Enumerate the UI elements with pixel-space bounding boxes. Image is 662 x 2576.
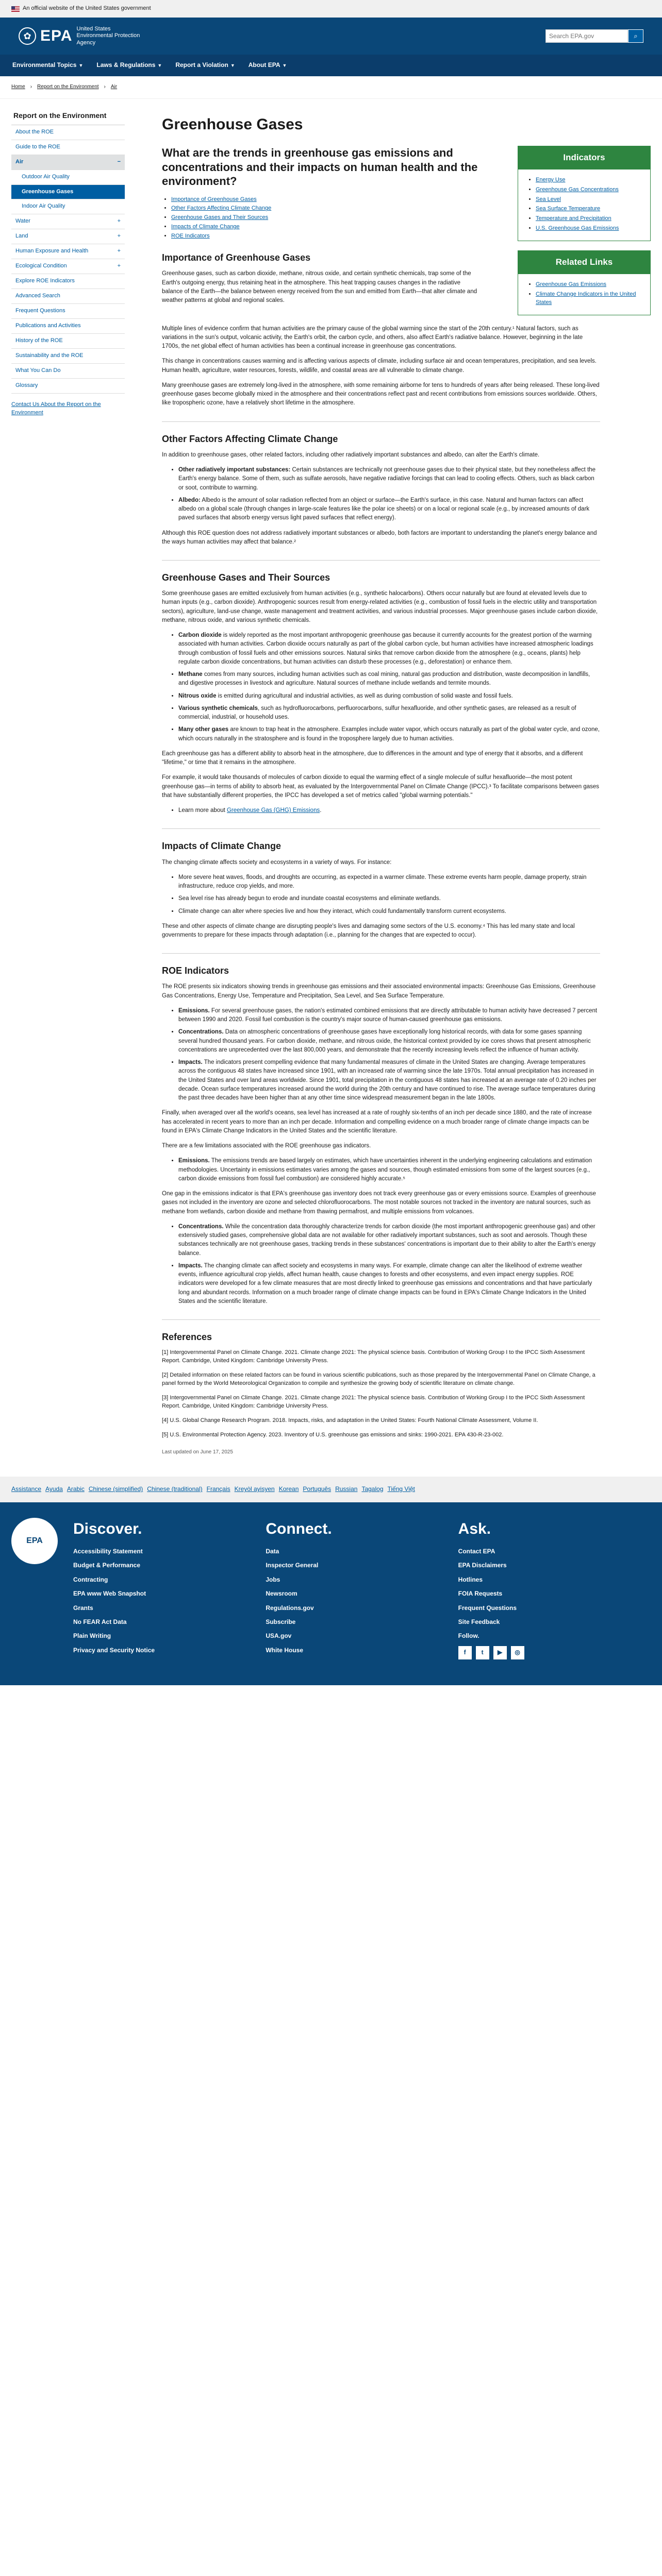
toc-link[interactable]: Other Factors Affecting Climate Change bbox=[171, 205, 272, 212]
sidebar-item-advanced-search[interactable]: Advanced Search bbox=[11, 289, 125, 304]
footer-link[interactable]: No FEAR Act Data bbox=[73, 1618, 127, 1626]
sidebar-item-water[interactable]: Water + bbox=[11, 214, 125, 229]
language-link[interactable]: Korean bbox=[278, 1485, 299, 1493]
toc-link[interactable]: Impacts of Climate Change bbox=[171, 224, 240, 230]
sidebar bbox=[11, 99, 125, 1477]
expand-icon: + bbox=[117, 218, 121, 225]
paragraph: Although this ROE question does not address radiatively important substances or albedo, both factors are important to understanding the planet's energy balance and the ways human activities may affect that balance.² bbox=[162, 530, 597, 545]
references-list bbox=[162, 1349, 600, 1439]
chevron-down-icon: ▼ bbox=[157, 63, 162, 69]
twitter-icon[interactable]: t bbox=[476, 1646, 489, 1659]
sidebar-item-greenhouse-gases[interactable]: Greenhouse Gases bbox=[11, 185, 125, 200]
footer-heading: Discover. bbox=[73, 1520, 142, 1537]
search-icon: ⌕ bbox=[634, 32, 638, 40]
other-factors-list bbox=[162, 466, 600, 523]
sidebar-item-guide-to-the-roe[interactable]: Guide to the ROE bbox=[11, 140, 125, 155]
expand-icon: + bbox=[117, 248, 121, 255]
language-bar bbox=[0, 1477, 662, 1502]
footer-link[interactable]: Budget & Performance bbox=[73, 1562, 141, 1569]
section-heading: ROE Indicators bbox=[162, 965, 229, 976]
language-link[interactable]: Tiếng Việt bbox=[387, 1485, 415, 1493]
contact-link[interactable]: Contact Us About the Report on the Environment bbox=[11, 401, 101, 416]
sidebar-item-indoor-air-quality[interactable]: Indoor Air Quality bbox=[11, 199, 125, 214]
paragraph: These and other aspects of climate change are disrupting people's lives and damaging some sectors of the U.S. economy.⁴ This has led many state and local governments to prepare for these impacts through adaptation (i.e., planning for the changes that are expected to occur). bbox=[162, 923, 575, 938]
sidebar-item-what-you-can-do[interactable]: What You Can Do bbox=[11, 364, 125, 379]
footer-connect bbox=[266, 1518, 458, 1665]
reference-item: [5] U.S. Environmental Protection Agency. 2023. Inventory of U.S. greenhouse gas emissions and sinks: 1990-2021. EPA 430-R-23-002. bbox=[162, 1431, 504, 1438]
list-item: • Emissions. For several greenhouse gases, the nation's estimated combined emissions that are directly attributable to human activity have decreased 7 percent between 1990 and 2020. Fossil fuel combustion is the country's major source of human-caused greenhouse gas emissions. bbox=[178, 1007, 600, 1025]
nav-environmental-topics[interactable]: Environmental Topics ▼ bbox=[12, 61, 84, 69]
footer-heading: Connect. bbox=[266, 1520, 332, 1537]
sidebar-item-outdoor-air-quality[interactable]: Outdoor Air Quality bbox=[11, 170, 125, 185]
page-question: What are the trends in greenhouse gas emissions and concentrations and their impacts on human health and the environment? bbox=[162, 146, 478, 188]
section-heading: Impacts of Climate Change bbox=[162, 841, 282, 852]
sidebar-item-history-of-the-roe[interactable]: History of the ROE bbox=[11, 334, 125, 349]
sidebar-item-air[interactable]: Air − bbox=[11, 155, 125, 170]
paragraph: The ROE presents six indicators showing trends in greenhouse gas emissions and their associated environmental impacts: Greenhouse Gas Emissions, Greenhouse Gas Concentrations, Energy Use, Temperature and Precipitation, Sea Level, and Sea Surface Temperature. bbox=[162, 984, 596, 999]
section-heading: References bbox=[162, 1332, 212, 1343]
language-link[interactable]: Assistance bbox=[11, 1485, 42, 1493]
collapse-icon: − bbox=[117, 158, 121, 165]
footer-discover bbox=[73, 1518, 266, 1665]
chevron-down-icon: ▼ bbox=[230, 63, 235, 69]
language-link[interactable]: Tagalog bbox=[361, 1485, 384, 1493]
paragraph: Some greenhouse gases are emitted exclusively from human activities (e.g., synthetic halocarbons). Others occur naturally but are found at elevated levels due to human inputs (e.g., carbon dioxide). Anthropogenic sources result from energy-related activities (e.g., combustion of fossil fuels in the electric utility and transportation sectors), agriculture, land-use change, waste management and treatment activities, and various industrial processes. Major greenhouse gases include carbon dioxide, methane, nitrous oxide, and various synthetic chemicals. bbox=[162, 590, 598, 623]
follow-label: Follow. bbox=[458, 1632, 479, 1640]
related-link[interactable]: Greenhouse Gas Emissions bbox=[536, 281, 606, 287]
footer-link[interactable]: Accessibility Statement bbox=[73, 1548, 143, 1555]
related-links-box bbox=[518, 250, 651, 315]
sidebar-item-publications-and-activities[interactable]: Publications and Activities bbox=[11, 319, 125, 334]
logo-text: EPA bbox=[40, 27, 73, 45]
breadcrumb-home[interactable]: Home bbox=[11, 84, 25, 90]
search-button[interactable] bbox=[628, 29, 643, 43]
indicator-link[interactable]: Greenhouse Gas Concentrations bbox=[536, 186, 619, 193]
paragraph: There are a few limitations associated with the ROE greenhouse gas indicators. bbox=[162, 1143, 371, 1149]
footer-link[interactable]: Inspector General bbox=[266, 1562, 319, 1569]
toc-link[interactable]: ROE Indicators bbox=[171, 233, 210, 240]
paragraph: The changing climate affects society and ecosystems in a variety of ways. For instance: bbox=[162, 859, 392, 866]
footer-link[interactable]: USA.gov bbox=[266, 1632, 292, 1640]
sidebar-title: Report on the Environment bbox=[11, 108, 125, 125]
sidebar-item-about-the-roe[interactable]: About the ROE bbox=[11, 125, 125, 140]
table-of-contents bbox=[162, 196, 482, 241]
box-title: Related Links bbox=[518, 251, 650, 274]
chevron-down-icon: ▼ bbox=[282, 63, 287, 69]
us-flag-icon bbox=[11, 6, 20, 12]
reference-item: [2] Detailed information on these related factors can be found in various scientific publications, such as those prepared by the Intergovernmental Panel on Climate Change, a panel formed by the World Meteorological Organization to compile and synthesize the growing body of scientific literature on climate change. bbox=[162, 1372, 595, 1386]
toc-link[interactable]: Importance of Greenhouse Gases bbox=[171, 196, 257, 202]
search-input[interactable] bbox=[545, 29, 628, 43]
section-heading: Importance of Greenhouse Gases bbox=[162, 252, 311, 263]
gov-banner bbox=[0, 0, 662, 18]
reference-item: [3] Intergovernmental Panel on Climate Change. 2021. Climate change 2021: The physical science basis. Contribution of Working Group I to the IPCC Sixth Assessment Report. Cambridge, United Kingdom: Cambridge University Press. bbox=[162, 1394, 585, 1409]
list-item: • Nitrous oxide is emitted during agricultural and industrial activities, as well as during combustion of solid waste and fossil fuels. bbox=[178, 692, 600, 701]
related-link[interactable]: Climate Change Indicators in the United States bbox=[536, 291, 636, 306]
toc-link[interactable]: Greenhouse Gases and Their Sources bbox=[171, 214, 269, 221]
footer-ask bbox=[458, 1518, 651, 1665]
footer-link[interactable]: Site Feedback bbox=[458, 1618, 500, 1626]
list-item: • Various synthetic chemicals, such as hydrofluorocarbons, perfluorocarbons, sulfur hexafluoride, and other synthetic gases, are released as a result of commercial, industrial, or household uses. bbox=[178, 704, 600, 722]
site-header bbox=[0, 18, 662, 55]
footer-link[interactable]: Grants bbox=[73, 1604, 93, 1612]
list-item: • Many other gases are known to trap heat in the atmosphere. Examples include water vapor, which occurs naturally as part of the global water cycle, and ozone, which occurs naturally in the stratosphere and is found in the troposphere largely due to human activities. bbox=[178, 725, 600, 743]
language-link[interactable]: Français bbox=[206, 1485, 230, 1493]
sidebar-item-explore-roe-indicators[interactable]: Explore ROE Indicators bbox=[11, 274, 125, 289]
limitations-list bbox=[162, 1157, 600, 1183]
nav-report-violation[interactable]: Report a Violation ▼ bbox=[175, 61, 235, 69]
reference-item: [1] Intergovernmental Panel on Climate Change. 2021. Climate change 2021: The physical science basis. Contribution of Working Group I to the IPCC Sixth Assessment Report. Cambridge, United Kingdom: Cambridge University Press. bbox=[162, 1349, 585, 1364]
list-item: • Impacts. The changing climate can affect society and ecosystems in many ways. For example, climate change can alter the likelihood of extreme weather events, influence agricultural crop yields, affect human health, cause changes to forests and other ecosystems, and even impact energy supplies. ROE indicators were developed for a few climate measures that are most directly linked to greenhouse gas emissions and concentrations and that have particularly long and abundant records. Information on a much broader range of climate change impacts can be found in EPA's Climate Change Indicators in the United States and the scientific literature. bbox=[178, 1262, 600, 1306]
sidebar-item-frequent-questions[interactable]: Frequent Questions bbox=[11, 304, 125, 319]
paragraph: In addition to greenhouse gases, other related factors, including other radiatively important substances and albedo, can alter the Earth's climate. bbox=[162, 451, 540, 458]
indicator-link[interactable]: Sea Level bbox=[536, 196, 561, 202]
logo-subtitle: United States Environmental Protection Agency bbox=[76, 26, 140, 46]
sidebar-item-glossary[interactable]: Glossary bbox=[11, 379, 125, 394]
epa-seal-icon: ✿ bbox=[19, 27, 36, 45]
list-item: • Other radiatively important substances: Certain substances are technically not greenhouse gases due to their physical state, but they nonetheless affect the Earth's energy balance. Some of them, such as sulfate aerosols, have negative radiative forcings that can lead to cooling effects. Others, such as black carbon or soot, contribute to warming. bbox=[178, 466, 600, 493]
box-title: Indicators bbox=[518, 146, 650, 170]
indicator-link[interactable]: Sea Surface Temperature bbox=[536, 206, 601, 212]
sidebar-item-ecological-condition[interactable]: Ecological Condition + bbox=[11, 259, 125, 274]
epa-logo[interactable] bbox=[19, 25, 140, 47]
footer-link[interactable]: Contact EPA bbox=[458, 1548, 495, 1555]
language-link[interactable]: Kreyòl ayisyen bbox=[234, 1485, 275, 1493]
sidebar-item-human-exposure-and-health[interactable]: Human Exposure and Health + bbox=[11, 244, 125, 259]
paragraph: Finally, when averaged over all the world's oceans, sea level has increased at a rate of roughly six-tenths of an inch per decade since 1880, and the rate of increase has accelerated in recent years to more than an inch per decade. Information and compelling evidence on a much broader range of climate change impacts can be found in EPA's Climate Change Indicators in the United States and the scientific literature. bbox=[162, 1110, 592, 1134]
list-item: • Carbon dioxide is widely reported as the most important anthropogenic greenhouse gas because it currently accounts for the greatest portion of the warming associated with human activities. Carbon dioxide occurs naturally as part of the global carbon cycle, but human activities have increased atmospheric loadings through combustion of fossil fuels and other emissions sources. Natural sinks that remove carbon dioxide from the atmosphere (e.g., oceans, plants) help regulate carbon dioxide concentrations, but human activities can disturb these processes (e.g., deforestation) or enhance them. bbox=[178, 631, 600, 667]
nav-about-epa[interactable]: About EPA ▼ bbox=[248, 61, 287, 69]
ghg-emissions-link[interactable]: Greenhouse Gas (GHG) Emissions bbox=[226, 807, 320, 814]
page-title: Greenhouse Gases bbox=[162, 115, 303, 133]
breadcrumb-air[interactable]: Air bbox=[110, 84, 118, 90]
list-item: • More severe heat waves, floods, and droughts are occurring, as expected in a warmer climate. These extreme events harm people, damage property, strain infrastructure, reduce crop yields, and more. bbox=[178, 873, 600, 891]
footer-link[interactable]: EPA www Web Snapshot bbox=[73, 1590, 146, 1598]
paragraph: Each greenhouse gas has a different ability to absorb heat in the atmosphere, due to differences in the amount and type of energy that it absorbs, and a different "lifetime," or time that it remains in the atmosphere. bbox=[162, 750, 583, 766]
indicator-link[interactable]: Temperature and Precipitation bbox=[536, 215, 611, 222]
footer-link[interactable]: EPA Disclaimers bbox=[458, 1562, 507, 1569]
list-item: • Albedo: Albedo is the amount of solar radiation reflected from an object or surface—the Earth's surface, in this case. Natural and human factors can affect albedo on a global scale (through changes in large-scale features like the polar ice sheets) or on a local or regional scale (e.g., by increased amounts of dark paved surfaces that absorb energy versus light paved surfaces that reflect energy). bbox=[178, 496, 600, 523]
section-heading: Greenhouse Gases and Their Sources bbox=[162, 572, 330, 583]
footer-link[interactable]: Frequent Questions bbox=[458, 1604, 517, 1612]
language-link[interactable]: Chinese (simplified) bbox=[88, 1485, 143, 1493]
roe-list bbox=[162, 1007, 600, 1103]
gov-banner-text: An official website of the United States government bbox=[23, 5, 151, 12]
main-nav bbox=[0, 55, 662, 76]
limitations-list-2 bbox=[162, 1223, 600, 1306]
paragraph: For example, it would take thousands of molecules of carbon dioxide to equal the warming effect of a single molecule of sulfur hexafluoride—the most potent greenhouse gas—in terms of ability to absorb heat, as evaluated by the Intergovernmental Panel on Climate Change (IPCC).³ To facilitate comparisons between gases that have substantially different properties, the IPCC has developed a set of metrics called "global warming potentials." bbox=[162, 774, 600, 799]
footer-link[interactable]: FOIA Requests bbox=[458, 1590, 503, 1598]
paragraph: Multiple lines of evidence confirm that human activities are the primary cause of the global warming since the start of the 20th century.¹ Natural factors, such as variations in the sun's output, volcanic activity, the Earth's orbit, the carbon cycle, and others, also affect Earth's radiative balance. However, beginning in the late 1700s, the net global effect of human activities has been a continual increase in greenhouse gas concentrations. bbox=[162, 325, 583, 350]
search-form bbox=[545, 29, 643, 43]
breadcrumb: Home › Report on the Environment › Air bbox=[0, 76, 662, 99]
sidebar-item-land[interactable]: Land + bbox=[11, 229, 125, 244]
language-link[interactable]: Português bbox=[303, 1485, 332, 1493]
expand-icon: + bbox=[117, 263, 121, 269]
list-item: • Impacts. The indicators present compelling evidence that many fundamental measures of climate in the United States are changing. Average temperatures across the contiguous 48 states have increased since 1901, with an increased rate of warming since the late 1970s. Total annual precipitation has increased in the United States and over land areas worldwide. Since 1901, total precipitation in the contiguous 48 states has increased at an average rate of 0.20 inches per decade. Ocean surface temperatures increased around the world during the 20th century and have continued to rise. The average surface temperatures during the past three decades have been higher than at any other time since widespread measurement began in the late 1800s. bbox=[178, 1058, 600, 1103]
reference-item: [4] U.S. Global Change Research Program. 2018. Impacts, risks, and adaptation in the United States: Fourth National Climate Assessment, Volume II. bbox=[162, 1417, 538, 1423]
paragraph: Many greenhouse gases are extremely long-lived in the atmosphere, with some remaining airborne for tens to hundreds of years after being released. These long-lived greenhouse gases become globally mixed in the atmosphere and their concentrations reflect past and recent contributions from emissions sources worldwide. Others, like tropospheric ozone, have a relatively short lifetime in the atmosphere. bbox=[162, 382, 600, 406]
section-heading: Other Factors Affecting Climate Change bbox=[162, 433, 338, 444]
language-link[interactable]: Russian bbox=[335, 1485, 358, 1493]
paragraph: One gap in the emissions indicator is that EPA's greenhouse gas inventory does not track every greenhouse gas or every emissions source. Examples of greenhouse gases not included in the inventory are ozone and selected chlorofluorocarbons. The most notable sources not tracked in the inventory are natural sources, such as methane from wetlands, carbon dioxide and methane from thawing permafrost, and multiple emissions from volcanoes. bbox=[162, 1191, 596, 1215]
footer-heading: Ask. bbox=[458, 1520, 491, 1537]
language-link[interactable]: Ayuda bbox=[45, 1485, 63, 1493]
footer-link[interactable]: Jobs bbox=[266, 1575, 280, 1583]
learn-more: • Learn more about Greenhouse Gas (GHG) Emissions. bbox=[178, 806, 600, 815]
footer-link[interactable]: Subscribe bbox=[266, 1618, 296, 1626]
sidebar-item-sustainability-and-the-roe[interactable]: Sustainability and the ROE bbox=[11, 349, 125, 364]
paragraph: This change in concentrations causes warming and is affecting various aspects of climate, including surface air and ocean temperatures, precipitation, and sea levels. Human health, agriculture, water resources, forests, wildlife, and coastal areas are all vulnerable to climate change. bbox=[162, 358, 597, 374]
gas-sources-list bbox=[162, 631, 600, 743]
epa-seal-logo: EPA bbox=[11, 1518, 58, 1564]
impacts-list bbox=[162, 873, 600, 916]
instagram-icon[interactable]: ◎ bbox=[511, 1646, 524, 1659]
list-item: • Concentrations. Data on atmospheric concentrations of greenhouse gases have exceptionally long historical records, with data for some gases spanning several hundred thousand years. For carbon dioxide, methane, and nitrous oxide, the historical context provided by ice cores shows that present atmospheric concentrations are unprecedented over the last 800,000 years, and demonstrate that the recently increasing levels reflect the influence of human activity. bbox=[178, 1028, 600, 1055]
footer-link[interactable]: Data bbox=[266, 1548, 279, 1555]
nav-laws-regulations[interactable]: Laws & Regulations ▼ bbox=[96, 61, 162, 69]
paragraph: Greenhouse gases, such as carbon dioxide, methane, nitrous oxide, and certain synthetic chemicals, trap some of the Earth's outgoing energy, thus retaining heat in the atmosphere. This heat trapping causes changes in the radiative balance of the Earth—the balance between energy received from the sun and emitted from Earth—that alter climate and weather patterns at global and regional scales. bbox=[162, 270, 477, 304]
list-item: • Emissions. The emissions trends are based largely on estimates, which have uncertainties inherent in the underlying engineering calculations and estimation methodologies. Uncertainty in emissions estimates varies among the gases and sources, though estimated emissions from some of the largest sources (e.g., carbon dioxide emissions from fossil fuel combustion) are considered highly accurate.⁵ bbox=[178, 1157, 600, 1183]
footer-link[interactable]: Plain Writing bbox=[73, 1632, 111, 1640]
footer-link[interactable]: Contracting bbox=[73, 1575, 108, 1583]
footer-link[interactable]: Hotlines bbox=[458, 1575, 483, 1583]
list-item: • Methane comes from many sources, including human activities such as coal mining, natural gas production and distribution, waste decomposition in landfills, and digestive processes in livestock and agriculture. Natural sources of methane include wetlands and termite mounds. bbox=[178, 670, 600, 688]
footer-link[interactable]: Privacy and Security Notice bbox=[73, 1646, 155, 1654]
list-item: • Concentrations. While the concentration data thoroughly characterize trends for carbon dioxide (the most important anthropogenic greenhouse gas) and other extensively studied gases, comprehensive global data are not available for other radiatively important substances, such as soot and aerosols. Though these substances technically are not greenhouse gases, tracking trends in these substances' concentrations is important due to their ability to alter the Earth's energy balance. bbox=[178, 1223, 600, 1258]
indicator-link[interactable]: U.S. Greenhouse Gas Emissions bbox=[536, 225, 619, 232]
footer-link[interactable]: White House bbox=[266, 1646, 303, 1654]
list-item: • Sea level rise has already begun to erode and inundate coastal ecosystems and eliminate wetlands. bbox=[178, 894, 600, 903]
footer-link[interactable]: Newsroom bbox=[266, 1590, 297, 1598]
indicator-link[interactable]: Energy Use bbox=[536, 176, 566, 183]
youtube-icon[interactable]: ▶ bbox=[493, 1646, 507, 1659]
breadcrumb-roe[interactable]: Report on the Environment bbox=[37, 84, 99, 90]
site-footer bbox=[0, 1502, 662, 1685]
indicators-box bbox=[518, 146, 651, 241]
list-item: • Climate change can alter where species live and how they interact, which could fundamentally transform current ecosystems. bbox=[178, 907, 600, 916]
main-content bbox=[125, 99, 651, 1477]
expand-icon: + bbox=[117, 233, 121, 240]
facebook-icon[interactable]: f bbox=[458, 1646, 472, 1659]
language-link[interactable]: Chinese (traditional) bbox=[147, 1485, 203, 1493]
last-updated: Last updated on June 17, 2025 bbox=[162, 1449, 233, 1455]
chevron-down-icon: ▼ bbox=[78, 63, 84, 69]
footer-link[interactable]: Regulations.gov bbox=[266, 1604, 314, 1612]
language-link[interactable]: Arabic bbox=[67, 1485, 85, 1493]
